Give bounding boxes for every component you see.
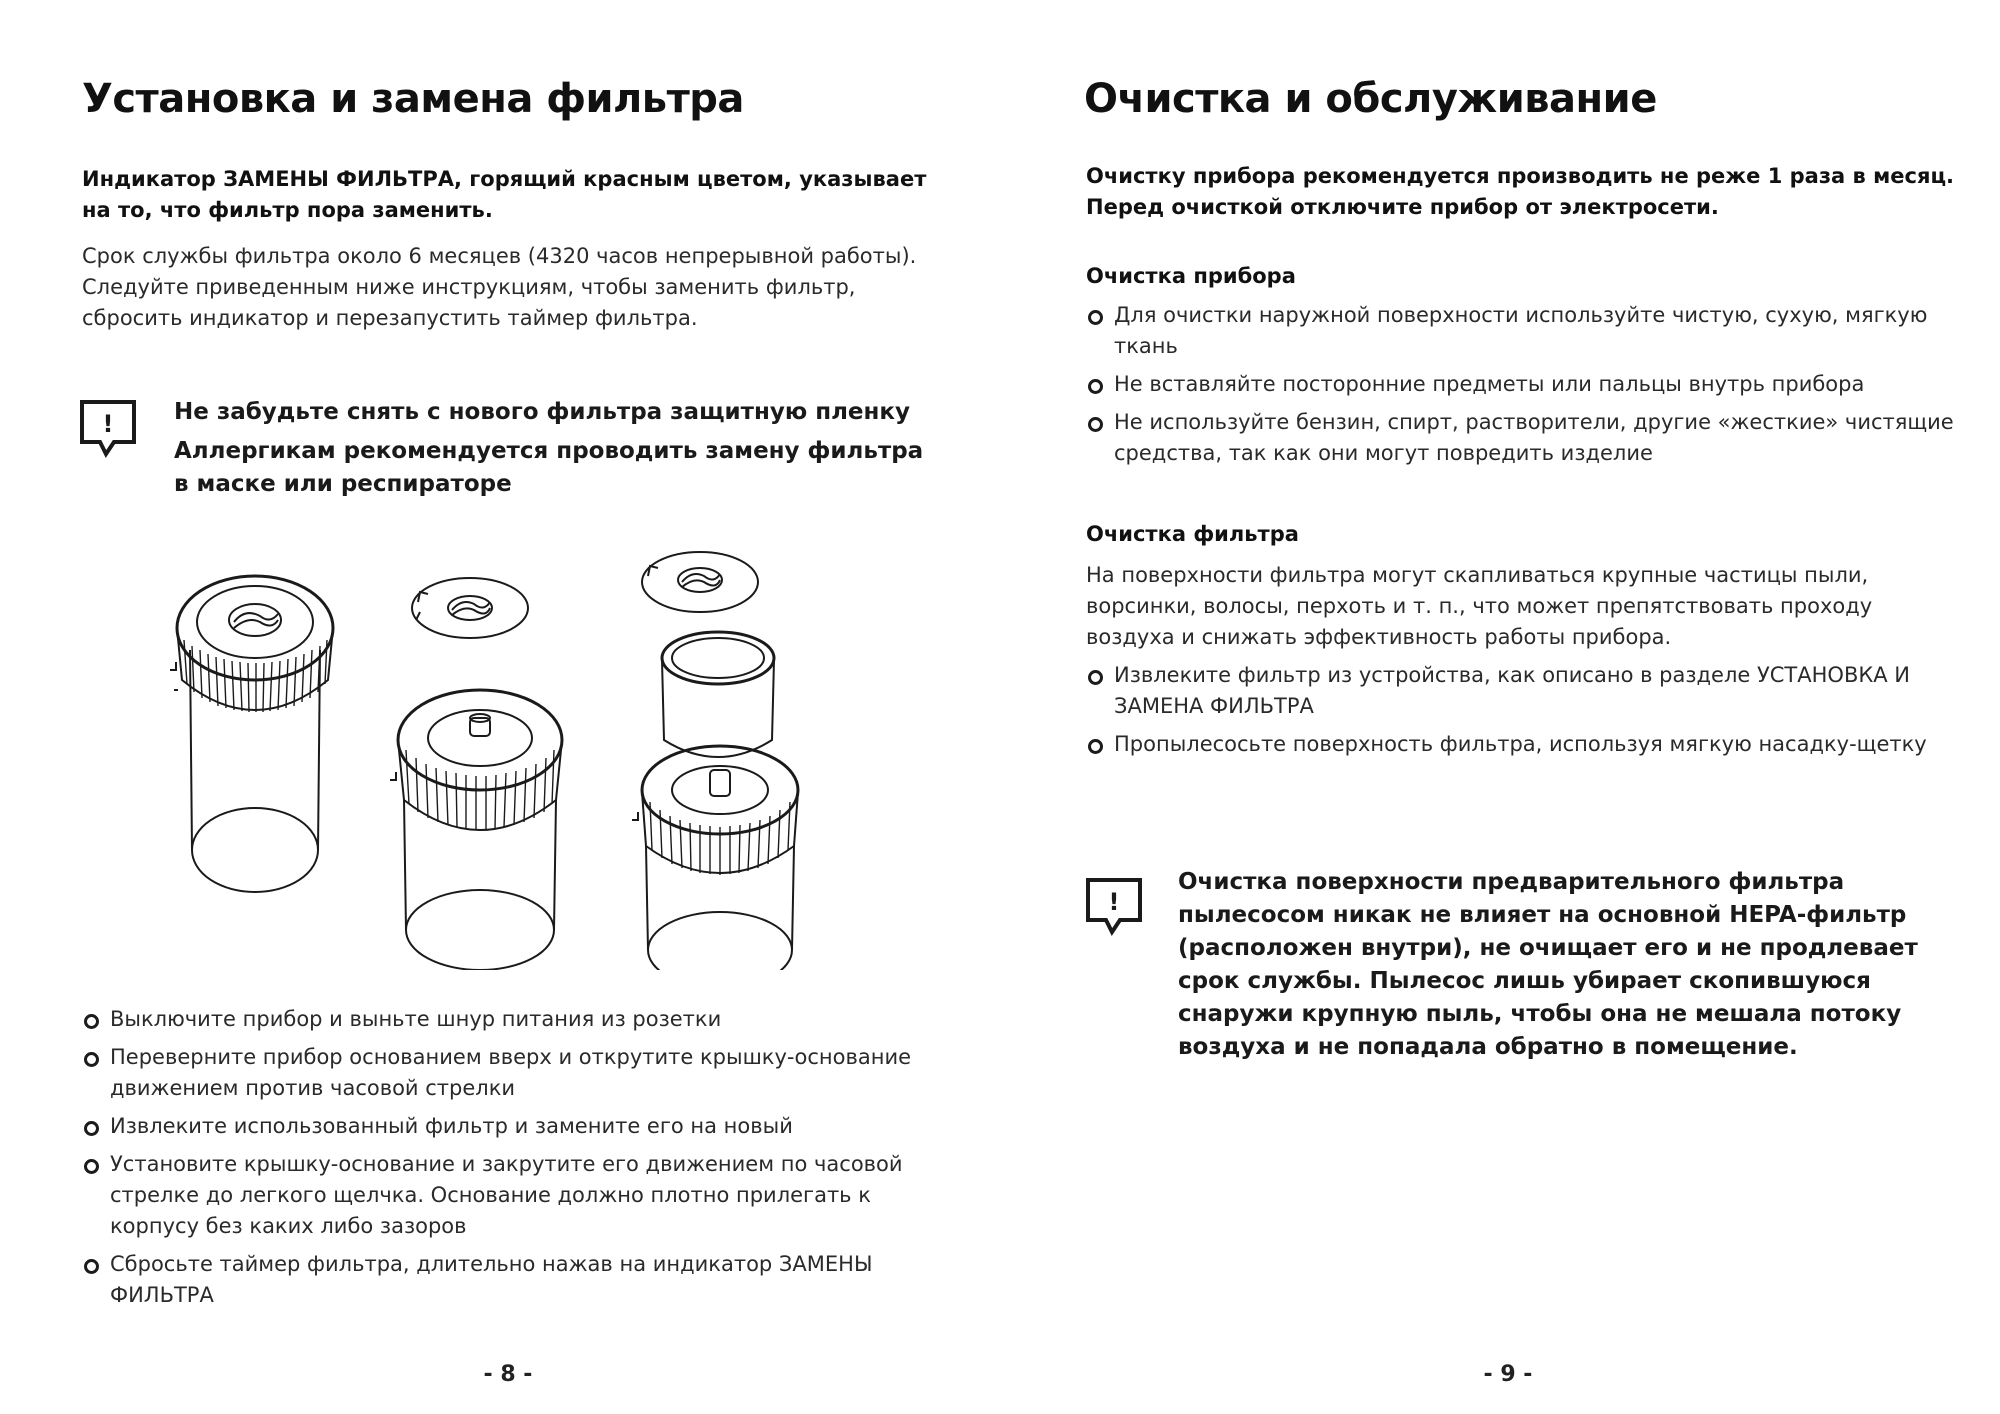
list-item: Сбросьте таймер фильтра, длительно нажав на индикатор ЗАМЕНЫ ФИЛЬТРА	[82, 1249, 942, 1311]
left-page-title: Установка и замена фильтра	[82, 76, 744, 122]
note-protective-film: Не забудьте снять с нового фильтра защитную пленку	[174, 399, 911, 425]
illustration-unit-2	[390, 578, 562, 970]
bullet-circle-icon	[1088, 739, 1103, 754]
filter-cleaning-list	[1086, 660, 1966, 767]
page-number-right: - 9 -	[1483, 1362, 1533, 1387]
list-item: Переверните прибор основанием вверх и открутите крышку-основание движением против часовой стрелки	[82, 1042, 942, 1104]
note-icon-symbol: !	[102, 410, 114, 438]
page-number-left: - 8 -	[483, 1362, 533, 1387]
section-filter-cleaning-title: Очистка фильтра	[1086, 522, 1299, 546]
cleaning-frequency-lead: Очистку прибора рекомендуется производить не реже 1 раза в месяц. Перед очисткой отключите прибор от электросети.	[1086, 164, 1955, 219]
device-cleaning-list	[1086, 300, 1966, 476]
section-device-cleaning-title: Очистка прибора	[1086, 264, 1296, 288]
list-item: Пропылесосьте поверхность фильтра, используя мягкую насадку-щетку	[1086, 729, 1966, 760]
list-item: Извлеките использованный фильтр и замените его на новый	[82, 1111, 942, 1142]
bullet-circle-icon	[1088, 310, 1103, 325]
list-item: Извлеките фильтр из устройства, как описано в разделе УСТАНОВКА И ЗАМЕНА ФИЛЬТРА	[1086, 660, 1966, 722]
illustration-unit-3	[632, 552, 798, 970]
note-allergy-mask: Аллергикам рекомендуется проводить замену фильтра в маске или респираторе	[174, 438, 924, 497]
bullet-circle-icon	[1088, 670, 1103, 685]
right-page	[1000, 0, 2000, 1414]
filter-cleaning-paragraph: На поверхности фильтра могут скапливаться крупные частицы пыли, ворсинки, волосы, перхоть и т. п., что может препятствовать проходу воздуха и снижать эффективность работы прибора.	[1086, 563, 1873, 649]
bullet-circle-icon	[84, 1159, 99, 1174]
list-item: Выключите прибор и выньте шнур питания из розетки	[82, 1004, 942, 1035]
list-item: Установите крышку-основание и закрутите его движением по часовой стрелке до легкого щелчка. Основание должно плотно прилегать к корпусу без каких либо зазоров	[82, 1149, 942, 1242]
bullet-circle-icon	[84, 1259, 99, 1274]
right-page-title: Очистка и обслуживание	[1084, 76, 1657, 122]
bullet-circle-icon	[1088, 379, 1103, 394]
illustration-unit-1	[170, 576, 333, 892]
filter-indicator-lead: Индикатор ЗАМЕНЫ ФИЛЬТРА, горящий красным цветом, указывает на то, что фильтр пора заменить.	[82, 167, 927, 222]
bullet-circle-icon	[84, 1121, 99, 1136]
list-item: Не используйте бензин, спирт, растворители, другие «жесткие» чистящие средства, так как они могут повредить изделие	[1086, 407, 1966, 469]
list-item: Для очистки наружной поверхности используйте чистую, сухую, мягкую ткань	[1086, 300, 1966, 362]
filter-replacement-illustration	[160, 550, 820, 974]
warning-speech-bubble-icon	[1084, 876, 1146, 942]
list-item: Не вставляйте посторонние предметы или пальцы внутрь прибора	[1086, 369, 1966, 400]
bullet-circle-icon	[1088, 417, 1103, 432]
note-icon-symbol: !	[1108, 888, 1120, 916]
filter-lifetime-paragraph: Срок службы фильтра около 6 месяцев (4320 часов непрерывной работы). Следуйте приведенным ниже инструкциям, чтобы заменить фильтр, сбросить индикатор и перезапустить таймер фильтра.	[82, 244, 917, 330]
note-hepa-filter: Очистка поверхности предварительного фильтра пылесосом никак не влияет на основной HEPA-фильтр (расположен внутри), не очищает его и не продлевает срок службы. Пылесос лишь убирает скопившуюся снаружи крупную пыль, чтобы она не мешала потоку воздуха и не попадала обратно в помещение.	[1178, 869, 1918, 1060]
bullet-circle-icon	[84, 1014, 99, 1029]
warning-speech-bubble-icon	[78, 398, 140, 464]
replacement-steps-list	[82, 1004, 942, 1318]
bullet-circle-icon	[84, 1052, 99, 1067]
